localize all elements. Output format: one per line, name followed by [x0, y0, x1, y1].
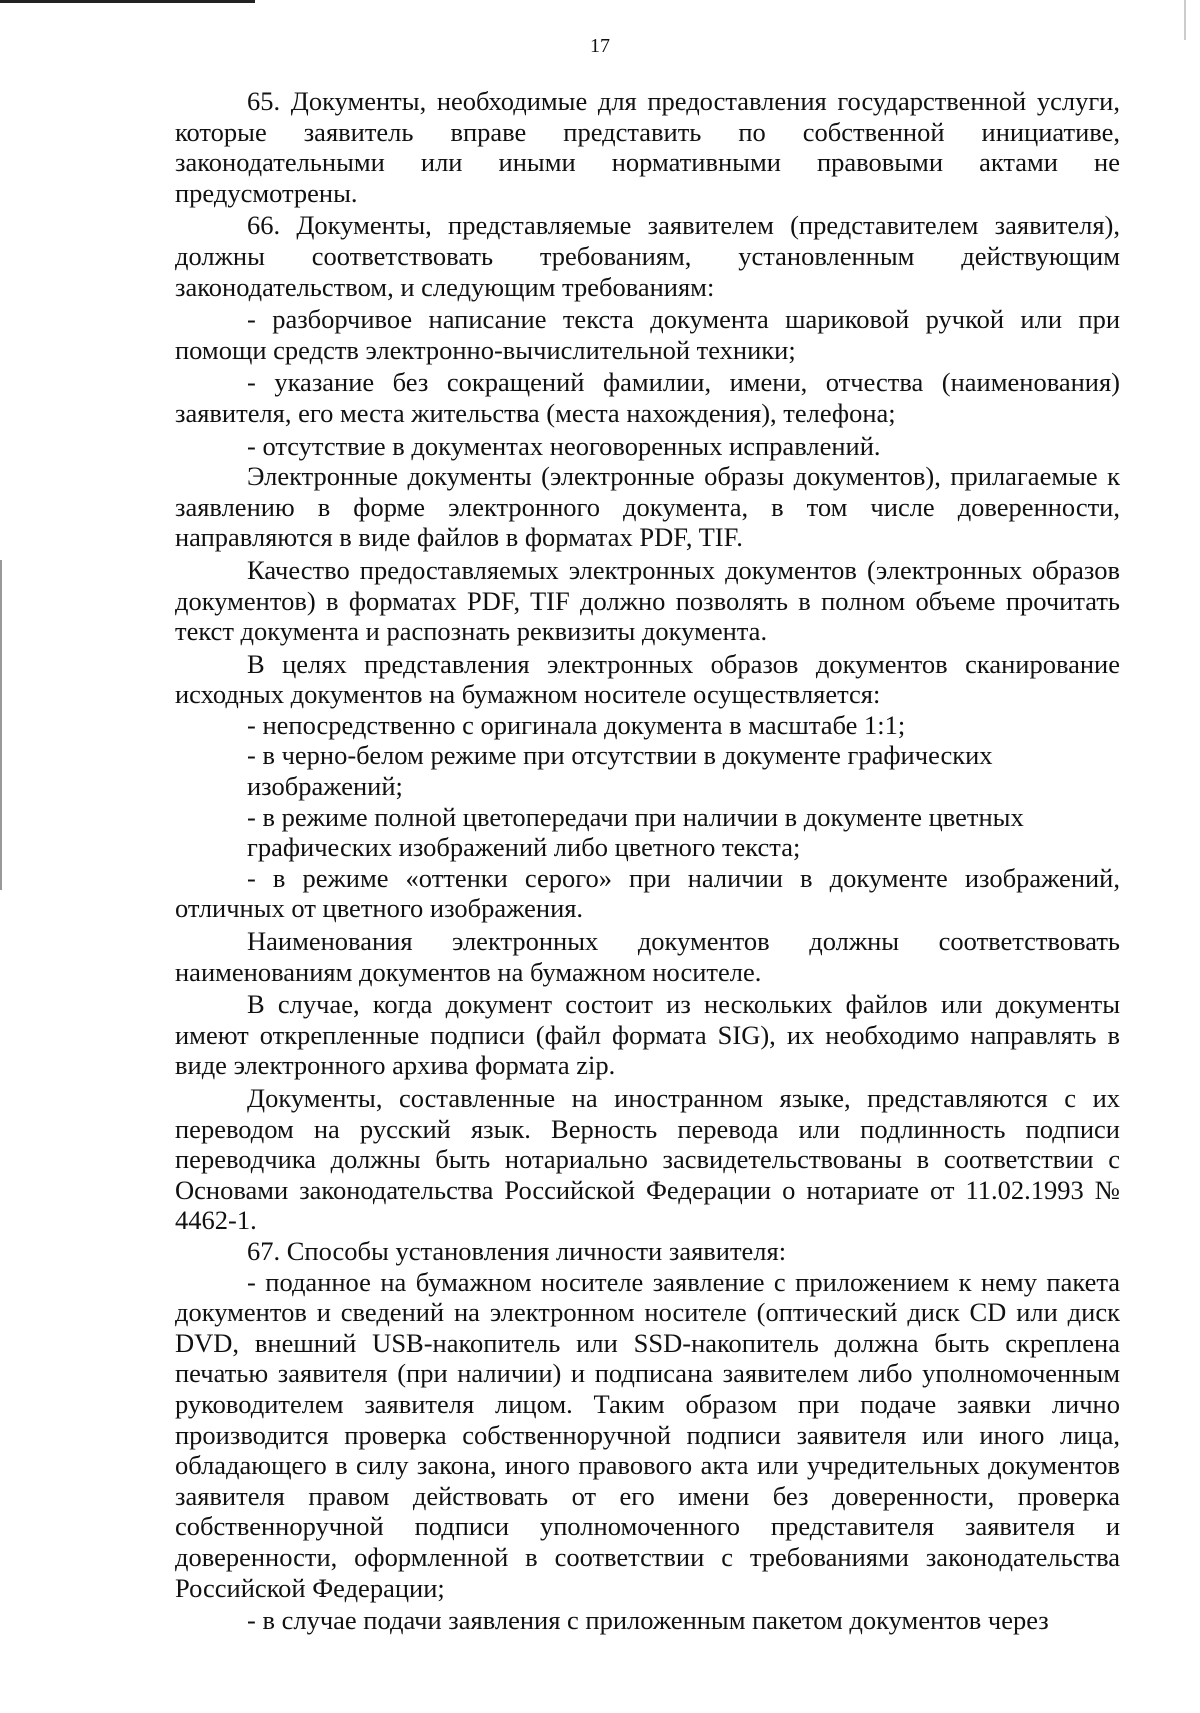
list-item-scale: - непосредственно с оригинала документа в масштабе 1:1;: [247, 709, 906, 740]
paragraph-65: 65. Документы, необходимые для предоставления государственной услуги, которые заявитель вправе представить по собственной инициативе, законодательными или иными нормативными правовыми актами не предусмотрены.: [175, 86, 1120, 208]
paragraph-67: 67. Способы установления личности заявителя:: [247, 1235, 787, 1266]
list-item-package-submission: - в случае подачи заявления с приложенным пакетом документов через: [247, 1605, 1049, 1636]
list-item-full-name: - указание без сокращений фамилии, имени, отчества (наименования) заявителя, его места жительства (места нахождения), телефона;: [175, 367, 1120, 428]
paragraph-electronic-documents: Электронные документы (электронные образы документов), прилагаемые к заявлению в форме электронного документа, в том числе доверенности, направляются в виде файлов в форматах PDF, TIF.: [175, 461, 1120, 553]
paragraph-quality: Качество предоставляемых электронных документов (электронных образов документов) в форматах PDF, TIF должно позволять в полном объеме прочитать текст документа и распознать реквизиты документа.: [175, 554, 1120, 647]
list-item-full-color: - в режиме полной цветопередачи при наличии в документе цветных графических изображений либо цветного текста;: [247, 801, 1024, 863]
paragraph-multiple-files: В случае, когда документ состоит из нескольких файлов или документы имеют открепленные подписи (файл формата SIG), их необходимо направлять в виде электронного архива формата zip.: [175, 989, 1120, 1081]
list-item-legible-writing: - разборчивое написание текста документа шариковой ручкой или при помощи средств электронно-вычислительной техники;: [175, 304, 1120, 365]
paragraph-66: 66. Документы, представляемые заявителем (представителем заявителя), должны соответствовать требованиям, установленным действующим законодательством, и следующим требованиям:: [175, 210, 1120, 302]
paragraph-scanning: В целях представления электронных образов документов сканирование исходных документов на бумажном носителе осуществляется:: [175, 648, 1120, 710]
paragraph-names: Наименования электронных документов должны соответствовать наименованиям документов на бумажном носителе.: [175, 926, 1120, 987]
document-body: [175, 86, 1120, 1636]
list-item-no-corrections: - отсутствие в документах неоговоренных исправлений.: [247, 430, 881, 461]
page-number: 17: [590, 35, 610, 57]
list-item-black-white: - в черно-белом режиме при отсутствии в документе графических изображений;: [247, 740, 993, 802]
scan-edge-left: [0, 560, 2, 890]
list-item-grayscale: - в режиме «оттенки серого» при наличии в документе изображений, отличных от цветного изображения.: [175, 862, 1120, 924]
paragraph-foreign-language: Документы, составленные на иностранном языке, представляются с их переводом на русский язык. Верность перевода или подлинность подписи переводчика должны быть нотариально засвидетельствованы в соответствии с Основами законодательства Российской Федерации о нотариате от 11.02.1993 № 4462-1.: [175, 1083, 1120, 1236]
list-item-paper-submission: - поданное на бумажном носителе заявление с приложением к нему пакета документов и сведений на электронном носителе (оптический диск CD или диск DVD, внешний USB-накопитель или SSD-накопитель должна быть скреплена печатью заявителя (при наличии) и подписана заявителем либо уполномоченным руководителем заявителя лицом. Таким образом при подаче заявки лично производится проверка собственноручной подписи заявителя или иного лица, обладающего в силу закона, иного правового акта или учредительных документов заявителя правом действовать от его имени без доверенности, проверка собственноручной подписи уполномоченного представителя заявителя и доверенности, оформленной в соответствии с требованиями законодательства Российской Федерации;: [175, 1266, 1120, 1603]
scan-edge-top: [0, 0, 300, 3]
